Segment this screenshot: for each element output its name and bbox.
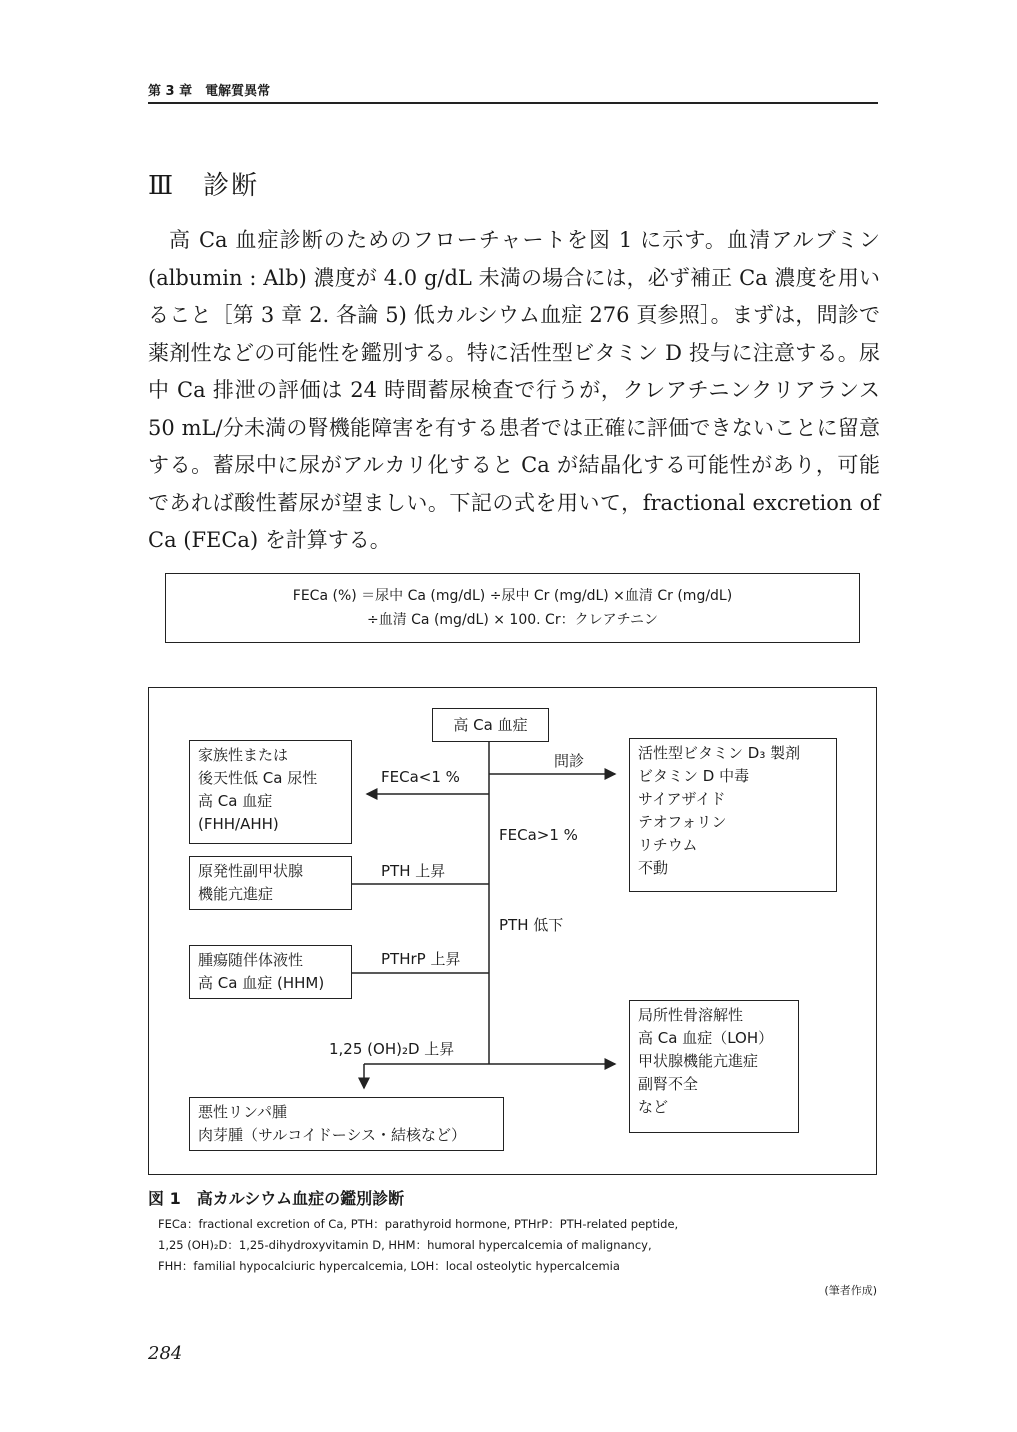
flow-top-label: 高 Ca 血症: [453, 716, 528, 734]
box-drugs-line: テオフォリン: [638, 813, 727, 831]
box-primary-hpt-line: 原発性副甲状腺: [198, 862, 304, 880]
box-loh-line: など: [638, 1098, 669, 1116]
page-number: 284: [148, 1343, 183, 1364]
box-fhh-line: 高 Ca 血症: [198, 792, 273, 810]
label-fe-low: FECa<1 %: [381, 768, 460, 786]
box-fhh-line: 家族性または: [198, 746, 289, 764]
running-header: [148, 80, 878, 104]
abbr-line-3: FHH：familial hypocalciuric hypercalcemia, LOH：local osteolytic hypercalcemia: [158, 1259, 620, 1273]
box-hhm: [189, 945, 352, 999]
body-paragraph: [148, 222, 880, 560]
figure-abbreviations: [158, 1214, 878, 1277]
box-lymphoma-line: 悪性リンパ腫: [198, 1103, 287, 1121]
box-primary-hpt: [189, 856, 352, 910]
label-pth-down: PTH 低下: [499, 916, 564, 934]
box-drugs-line: リチウム: [638, 836, 698, 854]
box-hhm-line: 腫瘍随伴体液性: [198, 951, 304, 969]
label-vitd-up: 1,25 (OH)₂D 上昇: [329, 1040, 455, 1058]
box-loh-line: 局所性骨溶解性: [638, 1006, 744, 1024]
box-fhh-line: 後天性低 Ca 尿性: [198, 769, 318, 787]
box-primary-hpt-line: 機能亢進症: [198, 885, 274, 903]
formula-line-1: FECa (%) ＝尿中 Ca (mg/dL) ÷尿中 Cr (mg/dL) ×血清 Cr (mg/dL): [292, 588, 733, 604]
box-fhh: [189, 740, 352, 844]
box-hhm-line: 高 Ca 血症 (HHM): [198, 974, 325, 992]
box-drugs-line: 活性型ビタミン D₃ 製剤: [638, 744, 801, 762]
box-loh-line: 甲状腺機能亢進症: [638, 1052, 759, 1070]
label-pth-up: PTH 上昇: [381, 862, 446, 880]
label-interview: 問診: [554, 752, 585, 770]
figure-caption-title: 図 1 高カルシウム血症の鑑別診断: [148, 1189, 405, 1208]
box-loh-line: 副腎不全: [638, 1075, 699, 1093]
section-title: Ⅲ 診断: [148, 171, 260, 201]
paragraph-text: 高 Ca 血症診断のためのフローチャートを図 1 に示す。血清アルブミン (albumin : Alb) 濃度が 4.0 g/dL 未満の場合には，必ず補正 Ca 濃度を用いること［第 3 章 2. 各論 5) 低カルシウム血症 276 頁参照］。まずは，問診で薬剤性などの可能性を鑑別する。特に活性型ビタミン D 投与に注意する。尿中 Ca 排泄の評価は 24 時間蓄尿検査で行うが，クレアチニンクリアランス 50 mL/分未満の腎機能障害を有する患者では正確に評価できないことに留意する。蓄尿中に尿がアルカリ化すると Ca が結晶化する可能性があり，可能であれば酸性蓄尿が望ましい。下記の式を用いて，fractional excretion of Ca (FECa) を計算する。: [148, 228, 880, 552]
abbr-line-2: 1,25 (OH)₂D：1,25-dihydroxyvitamin D, HHM：humoral hypercalcemia of malignancy,: [158, 1238, 652, 1252]
chapter-label: 第 3 章 電解質異常: [148, 84, 271, 99]
flow-top-box: [432, 708, 549, 742]
box-drugs-line: 不動: [638, 859, 669, 877]
box-drugs-line: ビタミン D 中毒: [638, 767, 750, 785]
label-pthrp-up: PTHrP 上昇: [381, 950, 461, 968]
box-drugs-line: サイアザイド: [638, 790, 726, 808]
formula-box: [165, 573, 860, 643]
box-drugs: [629, 738, 837, 892]
box-loh-line: 高 Ca 血症（LOH）: [638, 1029, 774, 1047]
formula-line-2: ÷血清 Ca (mg/dL) × 100. Cr：クレアチニン: [366, 612, 659, 628]
box-fhh-line: (FHH/AHH): [198, 815, 279, 833]
box-loh: [629, 1000, 799, 1133]
label-fe-high: FECa>1 %: [499, 826, 578, 844]
abbr-line-1: FECa：fractional excretion of Ca, PTH：parathyroid hormone, PTHrP：PTH-related peptide,: [158, 1217, 679, 1231]
box-lymphoma-line: 肉芽腫（サルコイドーシス・結核など）: [198, 1126, 467, 1144]
flowchart-frame: [148, 687, 877, 1175]
figure-credit: (筆者作成): [824, 1284, 877, 1297]
box-lymphoma: [189, 1097, 504, 1151]
